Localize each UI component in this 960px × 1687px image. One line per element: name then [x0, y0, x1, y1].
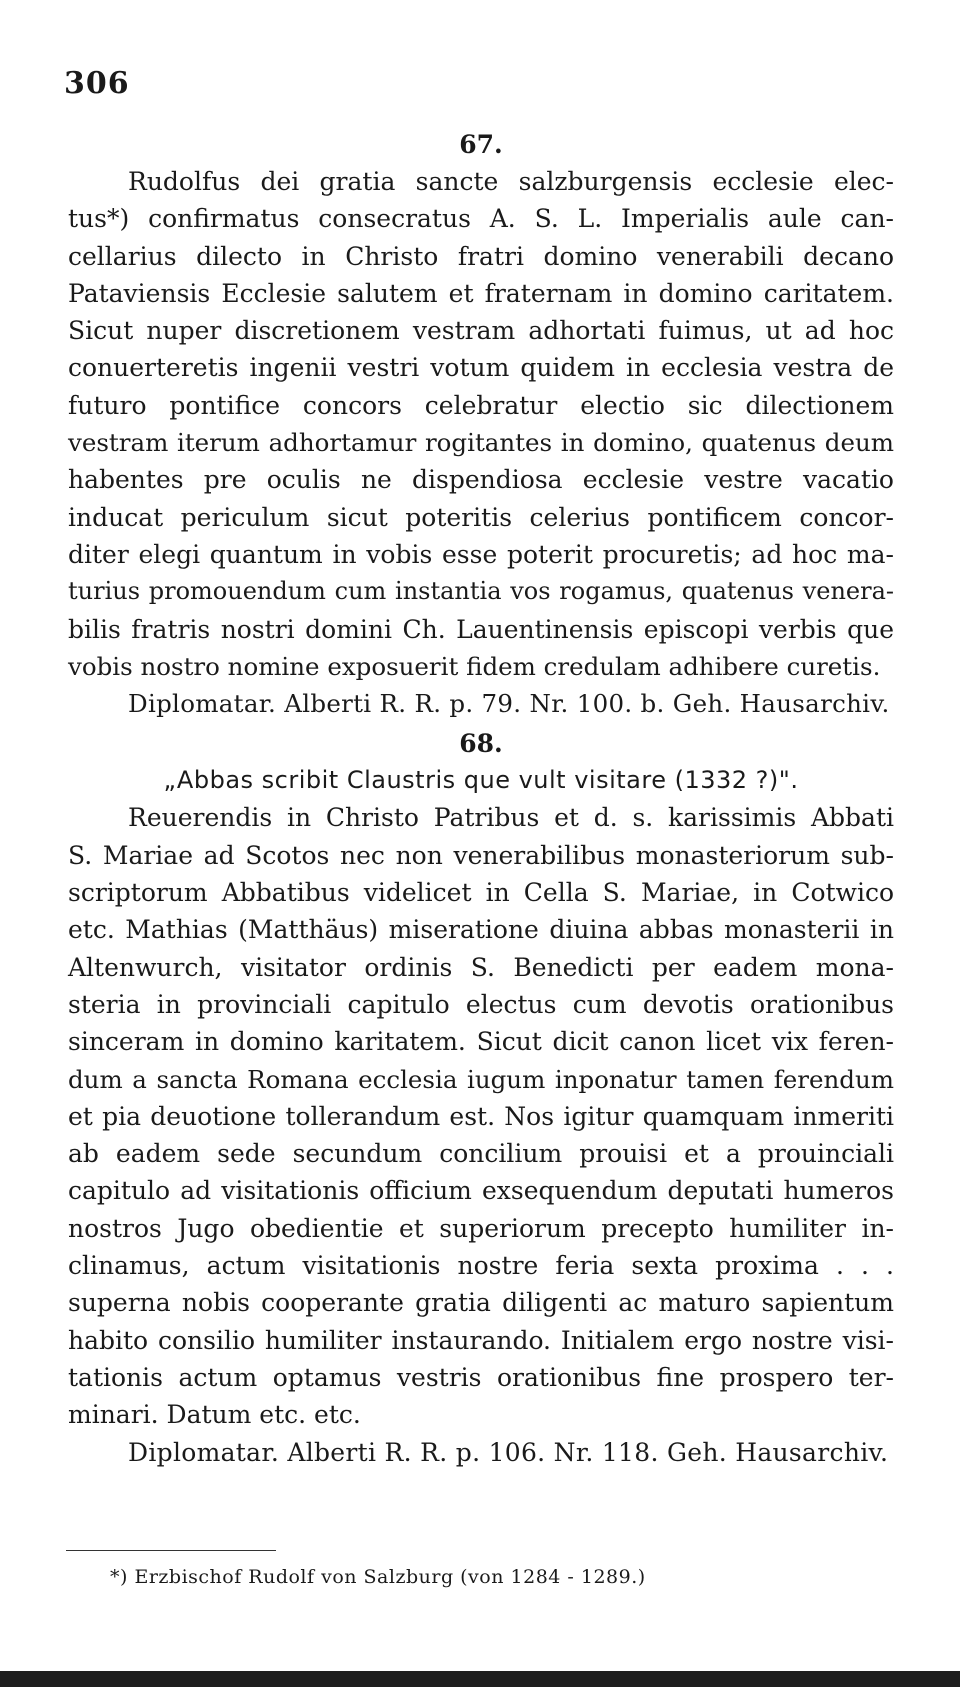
text-line: dum a sancta Romana ecclesia iugum inponatur tamen ferendum [68, 1064, 894, 1094]
document-67 [68, 126, 894, 1471]
text-line: vobis nostro nomine exposuerit fidem credulam adhibere curetis. [68, 651, 881, 681]
text-line: scriptorum Abbatibus videlicet in Cella S. Mariae, in Cotwico [68, 878, 894, 908]
text-line: cellarius dilecto in Christo fratri domino venerabili decano [68, 241, 894, 271]
text-line: turius promouendum cum instantia vos rogamus, quatenus venera- [68, 577, 894, 606]
text-line: Reuerendis in Christo Patribus et d. s. karissimis Abbati [128, 803, 894, 833]
text-line: habentes pre oculis ne dispendiosa ecclesie vestre vacatio [68, 465, 894, 495]
text-line: superna nobis cooperante gratia diligenti ac maturo sapientum [68, 1288, 894, 1318]
text-line: conuerteretis ingenii vestri votum quidem in ecclesia vestra de [68, 353, 894, 383]
text-line: tationis actum optamus vestris orationibus fine prospero ter- [68, 1362, 894, 1392]
page-number: 306 [64, 66, 130, 101]
text-line: minari. Datum etc. etc. [68, 1400, 361, 1430]
footnote-divider [66, 1550, 276, 1551]
text-line: steria in provinciali capitulo electus cum devotis orationibus [68, 989, 894, 1019]
text-line: capitulo ad visitationis officium exsequendum deputati humeros [68, 1176, 894, 1206]
footnote: *) Erzbischof Rudolf von Salzburg (von 1284 - 1289.) [110, 1566, 646, 1588]
text-line: Rudolfus dei gratia sancte salzburgensis ecclesie elec- [128, 167, 894, 196]
text-line: vestram iterum adhortamur rogitantes in domino, quatenus deum [68, 428, 894, 458]
document-number: 67. [459, 130, 503, 159]
text-line: inducat periculum sicut poteritis celerius pontificem concor- [68, 502, 894, 532]
text-line: habito consilio humiliter instaurando. Initialem ergo nostre visi- [68, 1325, 894, 1355]
text-line: Sicut nuper discretionem vestram adhortati fuimus, ut ad hoc [68, 316, 894, 346]
text-line: ab eadem sede secundum concilium prouisi et a prouinciali [68, 1139, 894, 1169]
scan-edge [0, 1671, 960, 1687]
text-line: diter elegi quantum in vobis esse poterit procuretis; ad hoc ma- [68, 539, 894, 569]
text-line: Altenwurch, visitator ordinis S. Benedicti per eadem mona- [68, 952, 894, 982]
text-line: sinceram in domino karitatem. Sicut dicit canon licet vix feren- [68, 1027, 894, 1057]
source-citation: Diplomatar. Alberti R. R. p. 106. Nr. 118. Geh. Hausarchiv. [128, 1437, 889, 1467]
document-rubric: „Abbas scribit Claustris que vult visitare (1332 ?)". [163, 766, 799, 795]
source-citation: Diplomatar. Alberti R. R. p. 79. Nr. 100. b. Geh. Hausarchiv. [128, 689, 890, 719]
text-line: clinamus, actum visitationis nostre feria sexta proxima . . . [68, 1251, 894, 1281]
text-line: nostros Jugo obedientie et superiorum precepto humiliter in- [68, 1213, 894, 1243]
text-line: bilis fratris nostri domini Ch. Lauentinensis episcopi verbis que [68, 614, 894, 644]
text-line: et pia deuotione tollerandum est. Nos igitur quamquam inmeriti [68, 1101, 894, 1131]
text-line: tus*) confirmatus consecratus A. S. L. Imperialis aule can- [68, 204, 894, 234]
text-line: S. Mariae ad Scotos nec non venerabilibus monasteriorum sub- [68, 840, 894, 870]
text-line: Pataviensis Ecclesie salutem et fraternam in domino caritatem. [68, 278, 894, 308]
text-line: etc. Mathias (Matthäus) miseratione diuina abbas monasterii in [68, 915, 894, 945]
text-line: futuro pontifice concors celebratur electio sic dilectionem [68, 390, 894, 420]
document-number: 68. [459, 729, 503, 759]
